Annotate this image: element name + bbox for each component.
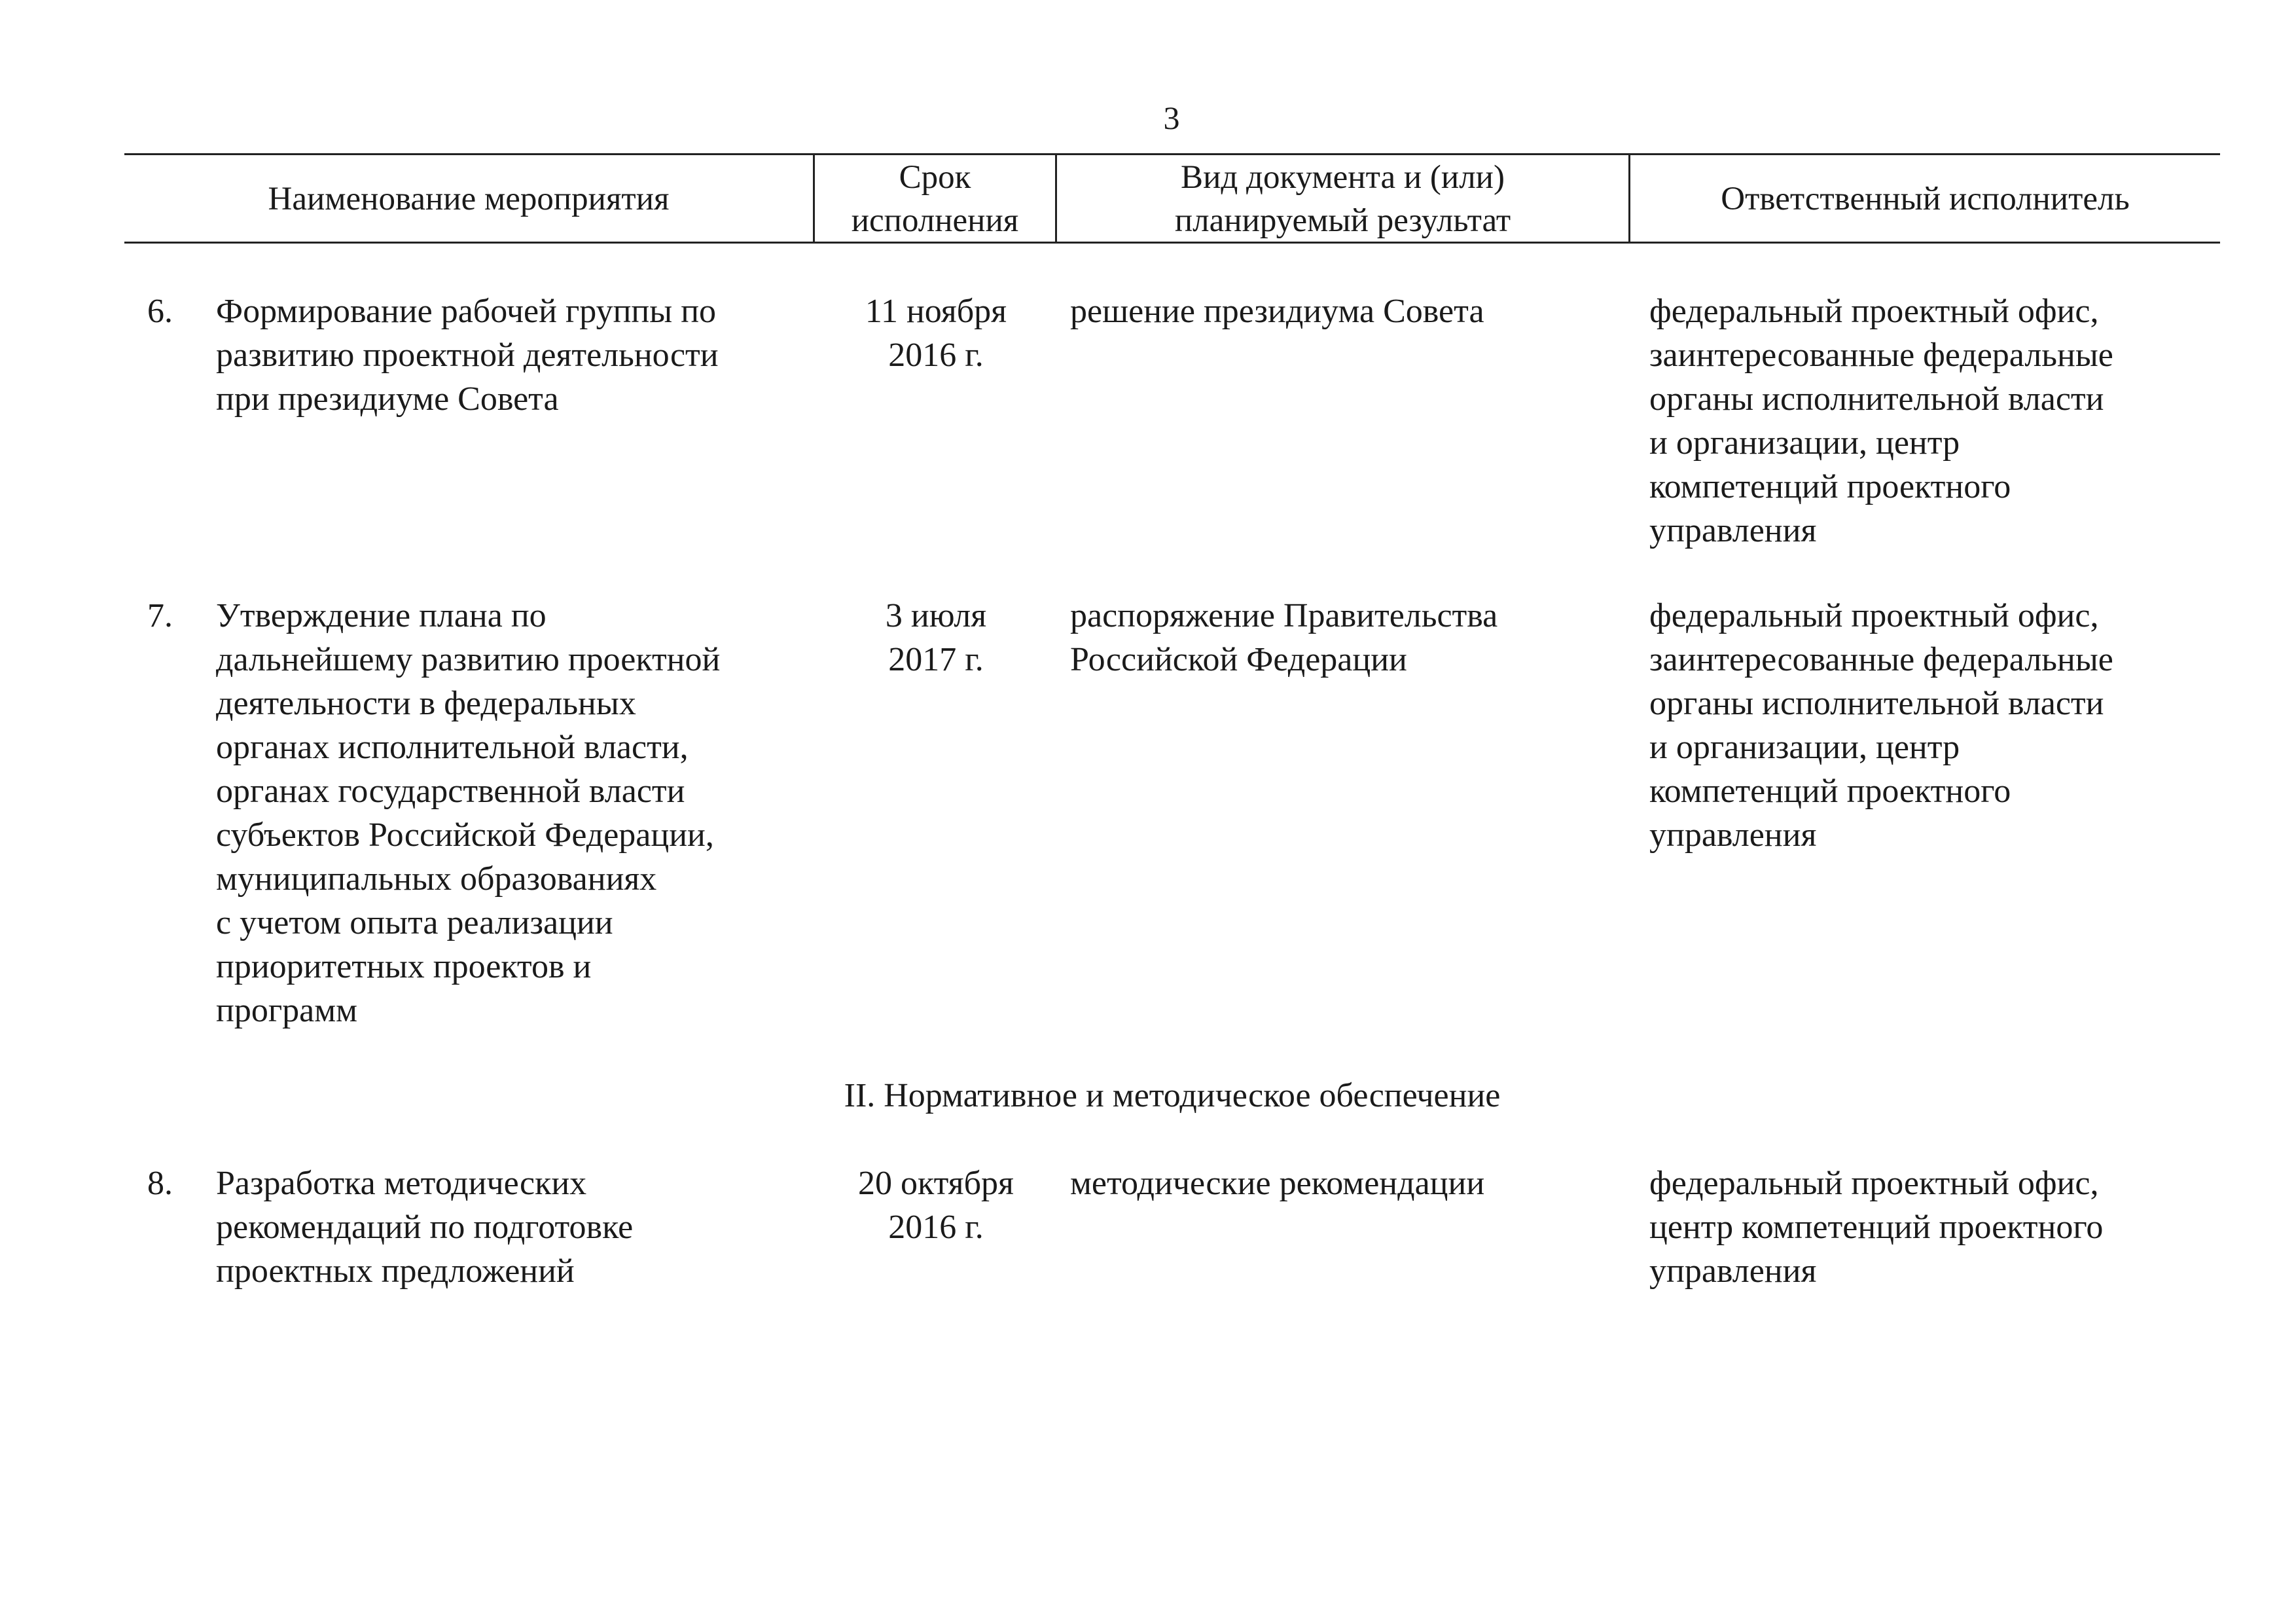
- row-name: Разработка методических рекомендаций по подготовке проектных предложений: [216, 1165, 634, 1290]
- header-deadline: Срок исполнения: [851, 159, 1019, 239]
- header-responsible: Ответственный исполнитель: [1721, 181, 2130, 217]
- row-responsible: федеральный проектный офис, заинтересованные федеральные органы исполнительной власти и организации, центр компетенций проектного управления: [1649, 597, 2113, 854]
- row-document: методические рекомендации: [1070, 1165, 1485, 1202]
- row-responsible: федеральный проектный офис, центр компетенций проектного управления: [1649, 1165, 2104, 1290]
- row-deadline: 20 октября 2016 г.: [858, 1165, 1014, 1246]
- row-number: 8.: [147, 1165, 173, 1202]
- page-number: 3: [1163, 100, 1180, 136]
- header-document: Вид документа и (или) планируемый результат: [1174, 159, 1511, 239]
- row-number: 7.: [147, 597, 173, 634]
- section-title: II. Нормативное и методическое обеспечение: [844, 1077, 1501, 1114]
- row-number: 6.: [147, 293, 173, 330]
- row-deadline: 11 ноября 2016 г.: [865, 293, 1007, 374]
- row-deadline: 3 июля 2017 г.: [885, 597, 987, 678]
- row-document: решение президиума Совета: [1070, 293, 1484, 330]
- row-name: Утверждение плана по дальнейшему развитию проектной деятельности в федеральных органах исполнительной власти, органах государственной власти субъектов Российской Федерации, муниципальных образованиях с учетом опыта реализации приоритетных проектов и программ: [216, 597, 721, 1029]
- row-name: Формирование рабочей группы по развитию проектной деятельности при президиуме Совета: [216, 293, 719, 418]
- header-name: Наименование мероприятия: [268, 181, 670, 217]
- row-document: распоряжение Правительства Российской Федерации: [1070, 597, 1498, 678]
- row-responsible: федеральный проектный офис, заинтересованные федеральные органы исполнительной власти и организации, центр компетенций проектного управления: [1649, 293, 2113, 549]
